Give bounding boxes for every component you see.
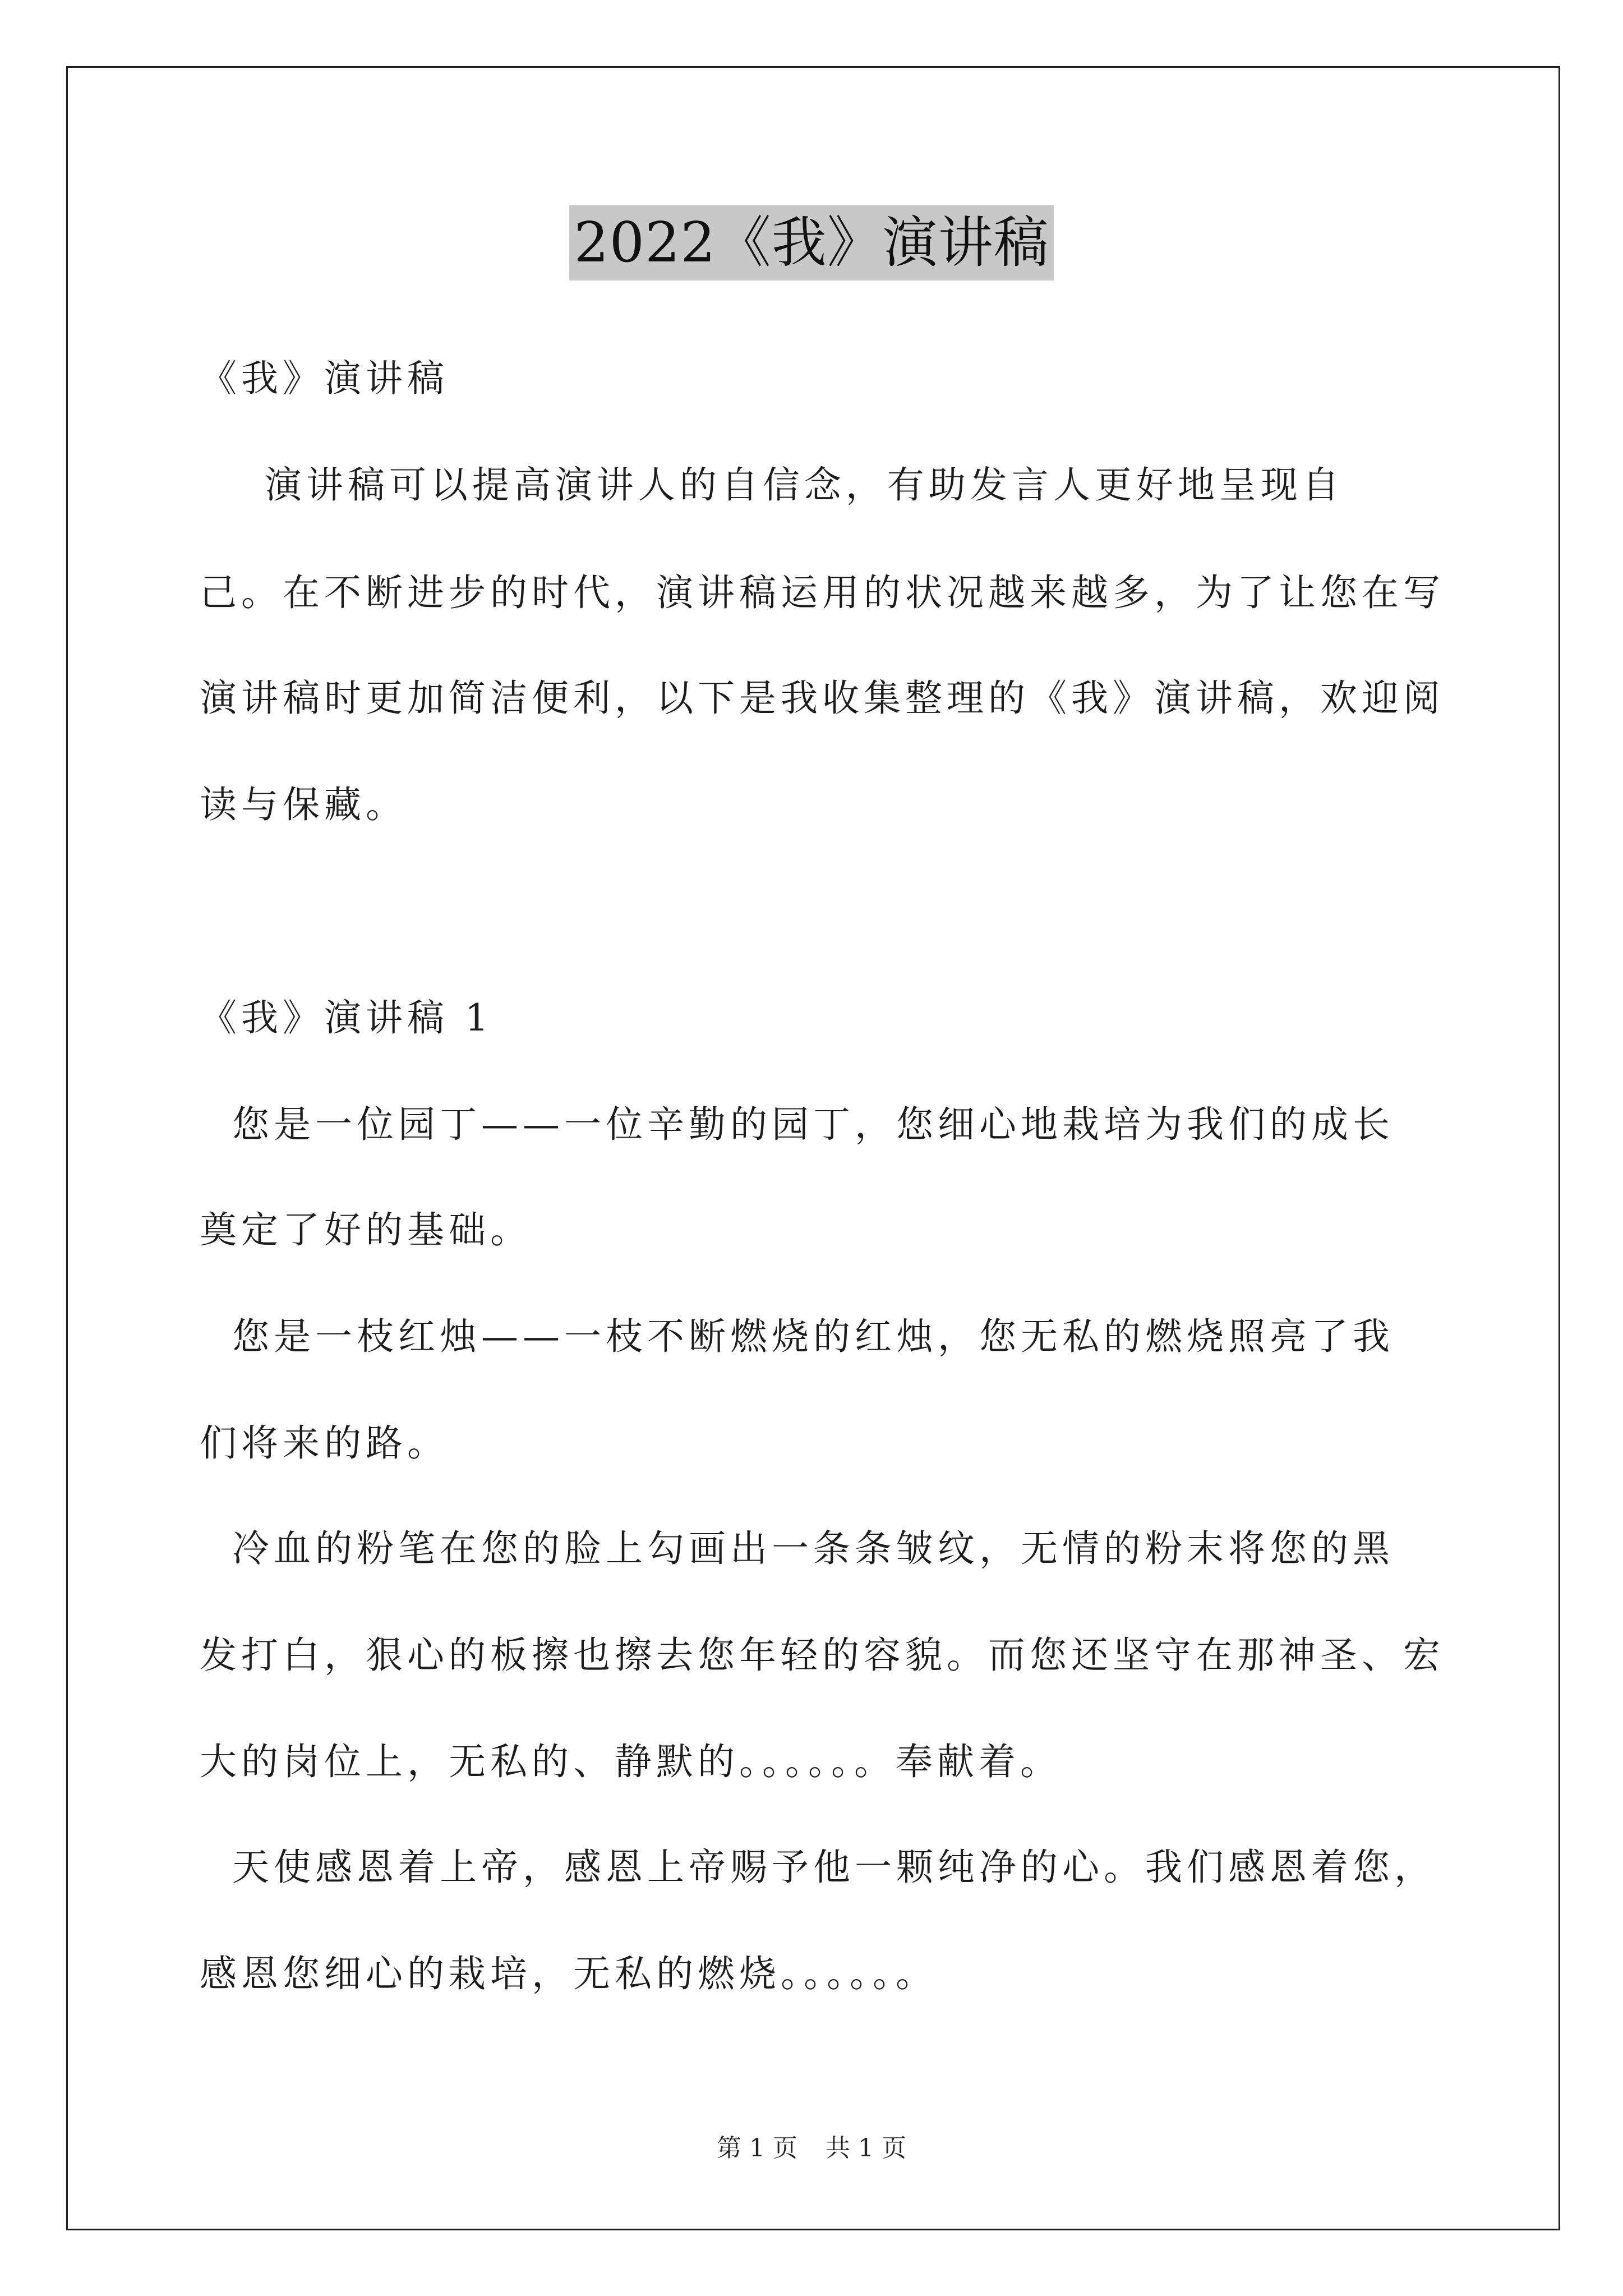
body-line-2: 奠定了好的基础。	[200, 1208, 532, 1251]
body-line-6: 发打白，狠心的板擦也擦去您年轻的容貌。而您还坚守在那神圣、宏	[200, 1634, 1445, 1677]
section-heading: 《我》演讲稿 1	[200, 996, 493, 1039]
body-line-8: 天使感恩着上帝，感恩上帝赐予他一颗纯净的心。我们感恩着您，	[200, 1846, 1436, 1889]
intro-line-2: 己。在不断进步的时代，演讲稿运用的状况越来越多，为了让您在写	[200, 571, 1445, 614]
intro-line-3: 演讲稿时更加简洁便利，以下是我收集整理的《我》演讲稿，欢迎阅	[200, 677, 1445, 720]
subtitle-line: 《我》演讲稿	[200, 357, 449, 400]
body-line-9: 感恩您细心的栽培，无私的燃烧。。。。。。	[200, 1952, 937, 1995]
body-line-1: 您是一位园丁——一位辛勤的园丁，您细心地栽培为我们的成长	[200, 1103, 1394, 1146]
page-total: 共 1 页	[826, 2134, 906, 2162]
body-line-3: 您是一枝红烛——一枝不断燃烧的红烛，您无私的燃烧照亮了我	[200, 1315, 1394, 1358]
page-number: 第 1 页	[717, 2134, 797, 2162]
body-line-7: 大的岗位上，无私的、静默的。。。。。。奉献着。	[200, 1740, 1062, 1783]
title-container	[0, 205, 1623, 280]
intro-line-1: 演讲稿可以提高演讲人的自信念，有助发言人更好地呈现自	[200, 463, 1344, 507]
intro-line-4: 读与保藏。	[200, 783, 407, 826]
document-title: 2022《我》演讲稿	[569, 205, 1053, 280]
page-footer	[0, 2132, 1623, 2165]
body-line-5: 冷血的粉笔在您的脸上勾画出一条条皱纹，无情的粉末将您的黑	[200, 1527, 1394, 1570]
body-line-4: 们将来的路。	[200, 1421, 449, 1465]
